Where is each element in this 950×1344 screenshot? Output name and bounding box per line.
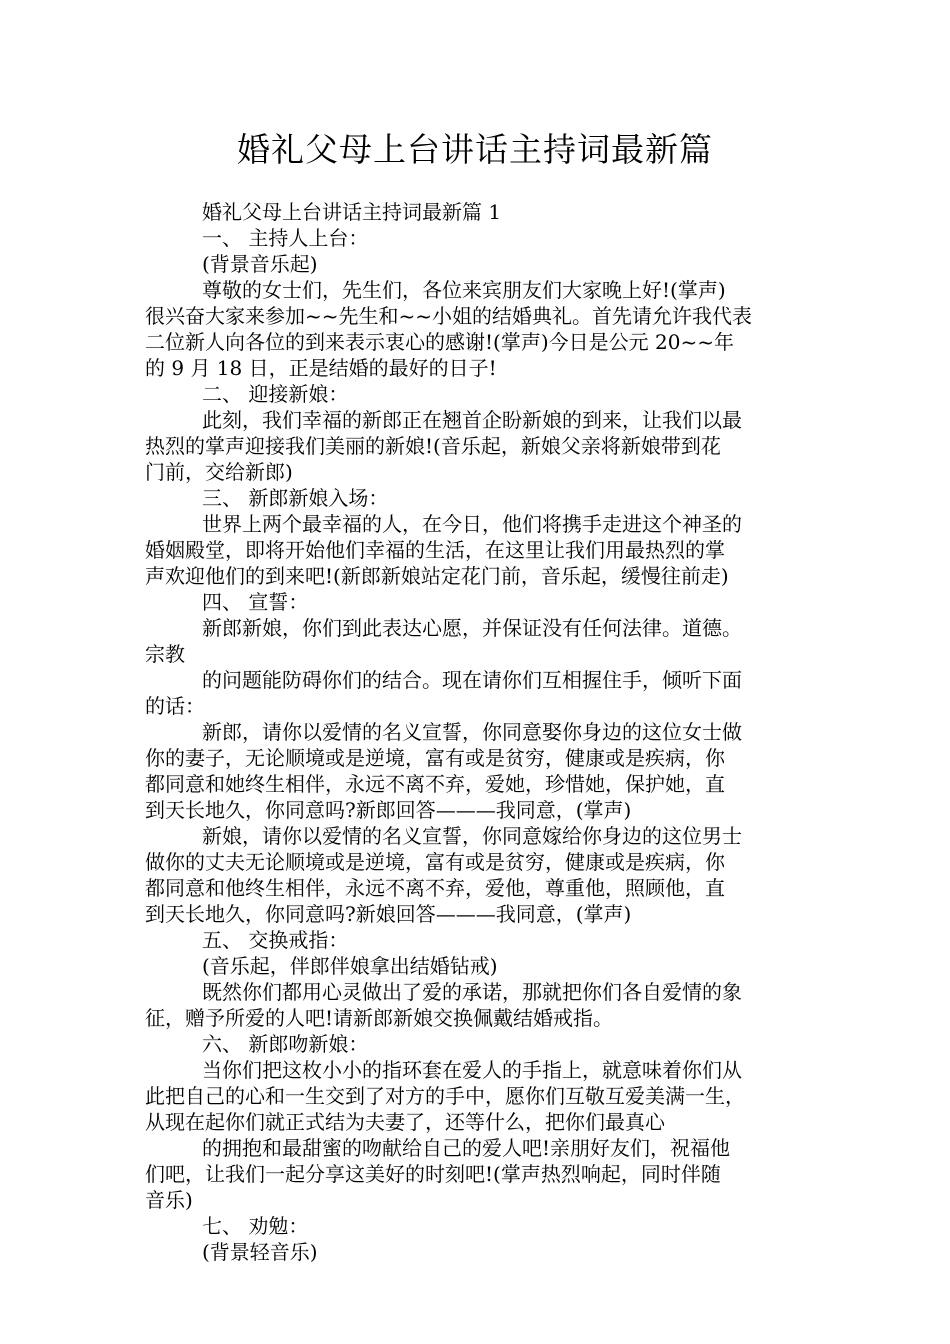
text-line: 征，赠予所爱的人吧!请新郎新娘交换佩戴结婚戒指。 — [145, 1006, 614, 1030]
text-line: 都同意和她终生相伴，永远不离不弃，爱她，珍惜她，保护她，直 — [145, 772, 725, 796]
text-line: 新郎，请你以爱情的名义宣誓，你同意娶你身边的这位女士做 — [202, 720, 742, 744]
text-line: 到天长地久，你同意吗?新郎回答———我同意，(掌声) — [145, 798, 632, 822]
text-line: 四、 宣誓： — [202, 590, 309, 614]
text-line: 三、 新郎新娘入场： — [202, 486, 389, 510]
text-line: 宗教 — [145, 642, 185, 666]
text-line: 婚礼父母上台讲话主持词最新篇 1 — [202, 200, 502, 224]
text-line: 很兴奋大家来参加~~先生和~~小姐的结婚典礼。首先请允许我代表 — [145, 304, 753, 328]
text-line: 此刻，我们幸福的新郎正在翘首企盼新娘的到来，让我们以最 — [202, 408, 742, 432]
text-line: 新郎新娘，你们到此表达心愿，并保证没有任何法律。道德。 — [202, 616, 742, 640]
text-line: 婚姻殿堂，即将开始他们幸福的生活，在这里让我们用最热烈的掌 — [145, 538, 725, 562]
text-line: 做你的丈夫无论顺境或是逆境，富有或是贫穷，健康或是疾病，你 — [145, 850, 725, 874]
document-title: 婚礼父母上台讲话主持词最新篇 — [237, 130, 713, 169]
text-line: (背景音乐起) — [202, 252, 318, 276]
text-line: 世界上两个最幸福的人，在今日，他们将携手走进这个神圣的 — [202, 512, 742, 536]
text-line: 到天长地久，你同意吗?新娘回答———我同意，(掌声) — [145, 902, 632, 926]
text-line: 一、 主持人上台： — [202, 226, 369, 250]
text-line: 的话： — [145, 694, 205, 718]
text-line: 五、 交换戒指： — [202, 928, 349, 952]
text-line: 二位新人向各位的到来表示衷心的感谢!(掌声)今日是公元 20~~年 — [145, 330, 734, 354]
text-line: (音乐起，伴郎伴娘拿出结婚钻戒) — [202, 954, 498, 978]
text-line: 当你们把这枚小小的指环套在爱人的手指上，就意味着你们从 — [202, 1058, 742, 1082]
text-line: 门前，交给新郎) — [145, 460, 293, 484]
text-line: 既然你们都用心灵做出了爱的承诺，那就把你们各自爱情的象 — [202, 980, 742, 1004]
text-line: 的问题能防碍你们的结合。现在请你们互相握住手，倾听下面 — [202, 668, 742, 692]
text-line: 声欢迎他们的到来吧!(新郎新娘站定花门前，音乐起，缓慢往前走) — [145, 564, 729, 588]
text-line: (背景轻音乐) — [202, 1240, 318, 1264]
text-line: 你的妻子，无论顺境或是逆境，富有或是贫穷，健康或是疾病，你 — [145, 746, 725, 770]
text-line: 新娘，请你以爱情的名义宣誓，你同意嫁给你身边的这位男士 — [202, 824, 742, 848]
text-line: 音乐) — [145, 1188, 193, 1212]
text-line: 七、 劝勉： — [202, 1214, 309, 1238]
text-line: 二、 迎接新娘： — [202, 382, 349, 406]
text-line: 们吧，让我们一起分享这美好的时刻吧!(掌声热烈响起，同时伴随 — [145, 1162, 721, 1186]
text-line: 的 9 月 18 日，正是结婚的最好的日子! — [145, 356, 497, 380]
text-line: 的拥抱和最甜蜜的吻献给自己的爱人吧!亲朋好友们，祝福他 — [202, 1136, 731, 1160]
text-line: 从现在起你们就正式结为夫妻了，还等什么，把你们最真心 — [145, 1110, 665, 1134]
text-line: 都同意和他终生相伴，永远不离不弃，爱他，尊重他，照顾他，直 — [145, 876, 725, 900]
text-line: 此把自己的心和一生交到了对方的手中，愿你们互敬互爱美满一生， — [145, 1084, 745, 1108]
text-line: 热烈的掌声迎接我们美丽的新娘!(音乐起，新娘父亲将新娘带到花 — [145, 434, 721, 458]
text-line: 尊敬的女士们，先生们，各位来宾朋友们大家晚上好!(掌声) — [202, 278, 726, 302]
document-body — [145, 199, 809, 1265]
text-line: 六、 新郎吻新娘： — [202, 1032, 369, 1056]
